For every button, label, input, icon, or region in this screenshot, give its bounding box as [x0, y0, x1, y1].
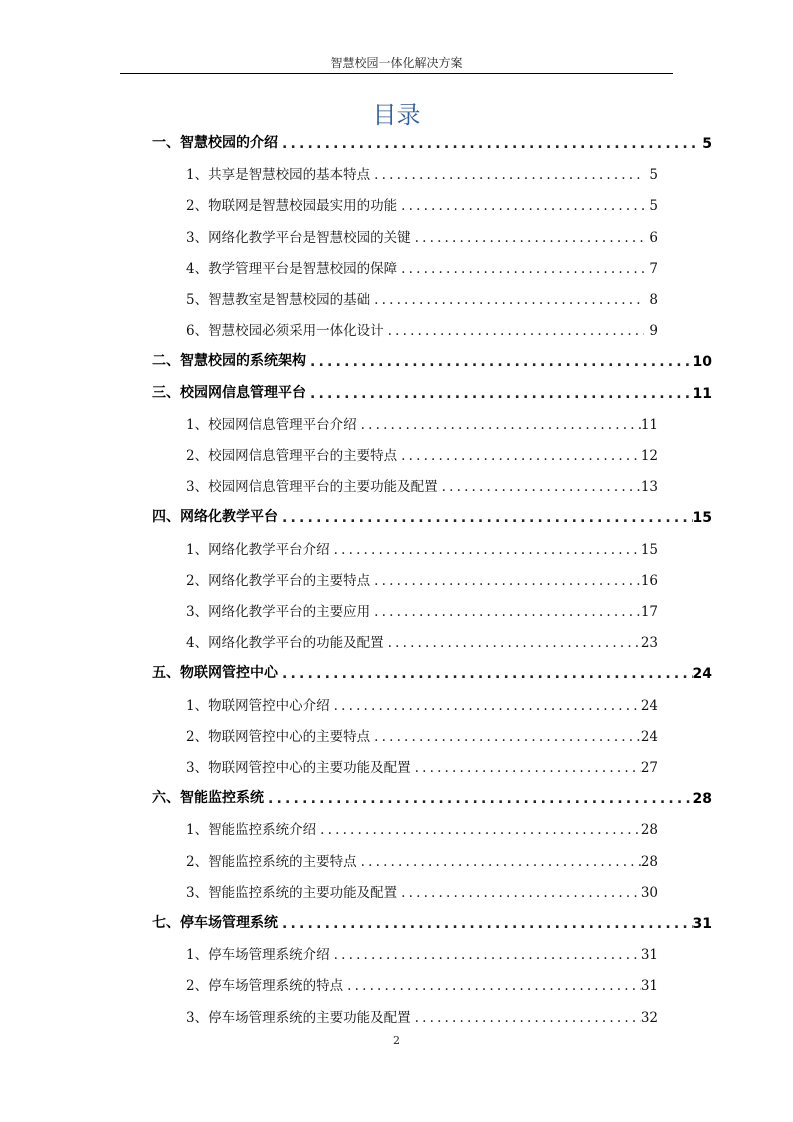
toc-dot-leader — [334, 542, 641, 558]
toc-entry-title: 1、物联网管控中心介绍 — [186, 697, 330, 714]
toc-dot-leader — [401, 448, 641, 464]
toc-entry-title: 五、物联网管控中心 — [152, 665, 278, 682]
toc-entry-page-number: 8 — [649, 292, 658, 308]
toc-chapter-entry[interactable] — [152, 502, 712, 526]
toc-entry-page-number: 28 — [692, 791, 712, 808]
toc-entry-title: 1、智能监控系统介绍 — [186, 822, 317, 839]
toc-dot-leader — [401, 198, 644, 214]
toc-entry-title: 六、智能监控系统 — [152, 790, 264, 807]
header-divider — [120, 73, 673, 74]
toc-entry-title: 1、网络化教学平台介绍 — [186, 541, 330, 558]
toc-entry-title: 1、校园网信息管理平台介绍 — [186, 416, 357, 433]
toc-entry-title: 1、共享是智慧校园的基本特点 — [186, 167, 371, 184]
toc-chapter-entry[interactable] — [152, 908, 712, 932]
toc-dot-leader — [388, 635, 641, 651]
toc-entry-page-number: 24 — [692, 666, 712, 683]
toc-section-entry[interactable] — [186, 627, 658, 651]
running-header: 智慧校园一体化解决方案 — [330, 56, 463, 70]
toc-chapter-entry[interactable] — [152, 378, 712, 402]
toc-entry-page-number: 23 — [640, 635, 658, 652]
toc-entry-page-number: 5 — [649, 198, 658, 215]
toc-dot-leader — [401, 261, 644, 277]
toc-section-entry[interactable] — [186, 1002, 658, 1026]
toc-entry-page-number: 5 — [649, 167, 658, 184]
toc-entry-page-number: 31 — [640, 947, 658, 964]
toc-dot-leader — [401, 885, 641, 901]
toc-dot-leader — [374, 292, 644, 308]
toc-dot-leader — [415, 760, 641, 776]
toc-entry-title: 6、智慧校园必须采用一体化设计 — [186, 323, 384, 340]
toc-entry-page-number: 9 — [649, 323, 658, 340]
toc-section-entry[interactable] — [186, 315, 658, 339]
toc-dot-leader — [442, 479, 641, 495]
toc-title: 目录 — [372, 101, 421, 129]
toc-section-entry[interactable] — [186, 253, 658, 277]
toc-entry-title: 2、校园网信息管理平台的主要特点 — [186, 448, 398, 464]
toc-dot-leader — [310, 386, 693, 402]
toc-entry-title: 2、网络化教学平台的主要特点 — [186, 572, 371, 589]
toc-entry-page-number: 17 — [640, 604, 658, 620]
toc-section-entry[interactable] — [186, 190, 658, 214]
toc-section-entry[interactable] — [186, 222, 658, 246]
toc-entry-page-number: 5 — [702, 136, 712, 152]
toc-section-entry[interactable] — [186, 846, 658, 870]
toc-dot-leader — [334, 947, 641, 963]
toc-dot-leader — [415, 1010, 641, 1026]
toc-dot-leader — [347, 978, 641, 994]
toc-dot-leader — [374, 573, 641, 589]
toc-section-entry[interactable] — [186, 159, 658, 183]
toc-entry-title: 4、教学管理平台是智慧校园的保障 — [186, 260, 398, 277]
toc-entry-title: 3、网络化教学平台的主要应用 — [186, 604, 371, 620]
toc-section-entry[interactable] — [186, 409, 658, 433]
toc-entry-page-number: 15 — [640, 541, 658, 558]
page-number: 2 — [393, 1034, 400, 1047]
toc-dot-leader — [282, 136, 698, 152]
toc-entry-page-number: 15 — [692, 510, 712, 527]
toc-entry-title: 3、停车场管理系统的主要功能及配置 — [186, 1009, 411, 1026]
toc-chapter-entry[interactable] — [152, 346, 712, 370]
toc-entry-page-number: 7 — [649, 260, 658, 277]
toc-dot-leader — [282, 916, 693, 932]
toc-entry-title: 七、停车场管理系统 — [152, 915, 278, 931]
toc-entry-title: 2、停车场管理系统的特点 — [186, 978, 344, 995]
toc-dot-leader — [268, 791, 693, 807]
toc-section-entry[interactable] — [186, 440, 658, 464]
toc-section-entry[interactable] — [186, 690, 658, 714]
toc-entry-page-number: 11 — [692, 385, 712, 402]
toc-entry-title: 三、校园网信息管理平台 — [152, 384, 306, 401]
toc-section-entry[interactable] — [186, 970, 658, 994]
toc-dot-leader — [374, 604, 641, 620]
toc-dot-leader — [361, 854, 641, 870]
toc-dot-leader — [415, 230, 644, 246]
toc-section-entry[interactable] — [186, 752, 658, 776]
toc-entry-title: 3、物联网管控中心的主要功能及配置 — [186, 760, 411, 776]
toc-entry-title: 2、物联网管控中心的主要特点 — [186, 728, 371, 745]
toc-entry-title: 1、停车场管理系统介绍 — [186, 947, 330, 964]
toc-entry-title: 一、智慧校园的介绍 — [152, 135, 278, 151]
toc-dot-leader — [374, 167, 644, 183]
toc-entry-page-number: 12 — [640, 448, 658, 464]
toc-entry-page-number: 32 — [640, 1009, 658, 1026]
toc-entry-page-number: 6 — [649, 229, 658, 246]
toc-dot-leader — [374, 729, 641, 745]
toc-entry-title: 2、物联网是智慧校园最实用的功能 — [186, 198, 398, 215]
toc-section-entry[interactable] — [186, 596, 658, 620]
toc-entry-page-number: 27 — [640, 760, 658, 776]
toc-section-entry[interactable] — [186, 471, 658, 495]
toc-section-entry[interactable] — [186, 284, 658, 308]
toc-entry-title: 3、智能监控系统的主要功能及配置 — [186, 884, 398, 901]
toc-dot-leader — [282, 666, 693, 682]
toc-section-entry[interactable] — [186, 939, 658, 963]
toc-chapter-entry[interactable] — [152, 128, 712, 152]
toc-section-entry[interactable] — [186, 565, 658, 589]
toc-section-entry[interactable] — [186, 814, 658, 838]
toc-entry-page-number: 24 — [640, 728, 658, 745]
toc-dot-leader — [334, 698, 641, 714]
toc-entry-page-number: 28 — [640, 853, 658, 870]
toc-section-entry[interactable] — [186, 534, 658, 558]
toc-chapter-entry[interactable] — [152, 658, 712, 682]
toc-entry-page-number: 31 — [692, 916, 712, 932]
toc-section-entry[interactable] — [186, 877, 658, 901]
toc-entry-title: 5、智慧教室是智慧校园的基础 — [186, 292, 371, 308]
toc-entry-title: 3、校园网信息管理平台的主要功能及配置 — [186, 479, 438, 496]
toc-chapter-entry[interactable] — [152, 783, 712, 807]
toc-entry-page-number: 11 — [640, 416, 658, 433]
toc-entry-title: 2、智能监控系统的主要特点 — [186, 853, 357, 870]
toc-dot-leader — [282, 510, 693, 526]
toc-entry-page-number: 24 — [640, 697, 658, 714]
toc-entry-page-number: 28 — [640, 822, 658, 839]
toc-entry-page-number: 30 — [640, 884, 658, 901]
toc-entry-page-number: 31 — [640, 978, 658, 995]
toc-dot-leader — [310, 354, 693, 370]
toc-dot-leader — [361, 417, 641, 433]
toc-entry-title: 二、智慧校园的系统架构 — [152, 353, 306, 370]
toc-entry-page-number: 10 — [692, 354, 712, 371]
toc-dot-leader — [388, 323, 644, 339]
toc-entry-title: 3、网络化教学平台是智慧校园的关键 — [186, 229, 411, 246]
toc-section-entry[interactable] — [186, 721, 658, 745]
toc-entry-page-number: 16 — [640, 572, 658, 589]
toc-entry-page-number: 13 — [640, 479, 658, 496]
toc-dot-leader — [320, 822, 641, 838]
toc-entry-title: 4、网络化教学平台的功能及配置 — [186, 635, 384, 652]
toc-entry-title: 四、网络化教学平台 — [152, 509, 278, 526]
